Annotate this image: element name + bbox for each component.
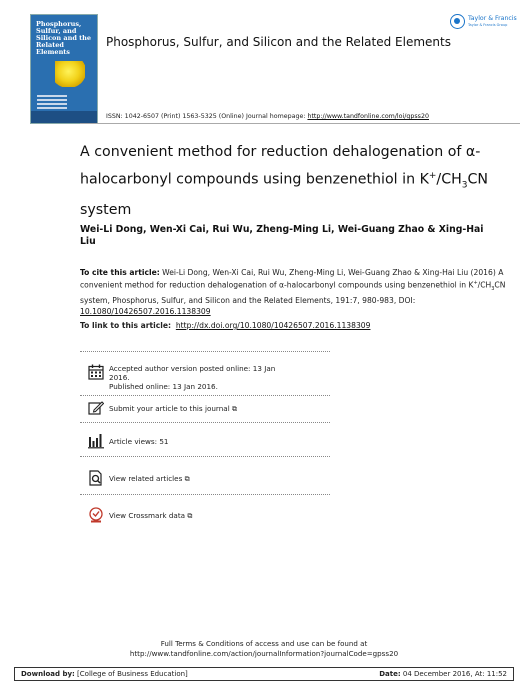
- submit-article-link[interactable]: Submit your article to this journal: [109, 404, 230, 413]
- publisher-name: Taylor & Francis: [468, 15, 517, 22]
- external-link-icon: ⧉: [184, 474, 190, 483]
- divider: [80, 351, 330, 352]
- issn-text: ISSN: 1042-6507 (Print) 1563-5325 (Online) Journal homepage:: [106, 113, 308, 120]
- article-doi-url-link[interactable]: http://dx.doi.org/10.1080/10426507.2016.1138309: [175, 321, 371, 330]
- citation-text: Wei-Li Dong, Wen-Xi Cai, Rui Wu, Zheng-Ming Li, Wei-Guang Zhao & Xing-Hai Liu (2016) A convenient method for reduction dehalogenation of α-halocarbonyl compounds using benzenethiol in K: [80, 268, 504, 290]
- article-views-item: [88, 433, 278, 449]
- article-title-text-3: CN system: [80, 171, 489, 218]
- accepted-date: Accepted author version posted online: 13 Jan 2016.: [109, 364, 276, 382]
- crossmark-item[interactable]: [88, 507, 278, 525]
- edit-icon: [88, 400, 104, 416]
- crossmark-icon: [88, 507, 104, 523]
- article-views-count: Article views: 51: [109, 437, 169, 446]
- article-title-subscript: 3: [461, 180, 468, 191]
- citation-text-2: /CH: [477, 280, 492, 290]
- related-articles-item[interactable]: [88, 470, 278, 486]
- divider: [80, 422, 330, 423]
- published-date: Published online: 13 Jan 2016.: [109, 382, 218, 391]
- publisher-logo: [450, 14, 520, 36]
- cover-title: Phosphorus, Sulfur, and Silicon and the Related Elements: [36, 20, 91, 56]
- publisher-logo-icon: [450, 14, 465, 29]
- terms-line: Full Terms & Conditions of access and use can be found at: [160, 639, 368, 648]
- download-date-label: Date:: [379, 670, 401, 678]
- crossmark-data-link[interactable]: View Crossmark data: [109, 511, 186, 520]
- article-title-text: A convenient method for reduction dehalogenation of α-halocarbonyl compounds using benzenethiol in K: [80, 144, 481, 188]
- external-link-icon: ⧉: [232, 404, 238, 413]
- divider: [80, 395, 330, 396]
- doi-link[interactable]: 10.1080/10426507.2016.1138309: [80, 307, 211, 317]
- terms-footer: [0, 639, 528, 659]
- journal-title: Phosphorus, Sulfur, and Silicon and the Related Elements: [106, 35, 451, 49]
- downloaded-by-value: [College of Business Education]: [74, 670, 188, 678]
- citation-text-3: CN system, Phosphorus, Sulfur, and Silicon and the Related Elements, 191:7, 980-983, DOI:: [80, 280, 506, 306]
- download-info-bar: [14, 667, 514, 681]
- article-title-text-2: /CH: [436, 171, 462, 188]
- download-date: [379, 668, 507, 680]
- article-title: [80, 140, 500, 222]
- article-authors: Wei-Li Dong, Wen-Xi Cai, Rui Wu, Zheng-Ming Li, Wei-Guang Zhao & Xing-Hai Liu: [80, 224, 484, 247]
- link-label: To link to this article:: [80, 321, 172, 330]
- divider: [80, 494, 330, 495]
- journal-homepage-link[interactable]: http://www.tandfonline.com/loi/gpss20: [307, 113, 429, 120]
- header-divider: [80, 123, 520, 124]
- terms-url[interactable]: http://www.tandfonline.com/action/journalInformation?journalCode=gpss20: [129, 649, 399, 658]
- divider: [80, 456, 330, 457]
- related-articles-link[interactable]: View related articles: [109, 474, 183, 483]
- publication-dates: [88, 364, 278, 394]
- submit-article-item[interactable]: [88, 400, 278, 416]
- journal-cover-image: [30, 14, 98, 124]
- citation-superscript: +: [473, 280, 478, 286]
- article-title-superscript: +: [428, 171, 437, 181]
- citation-label: To cite this article:: [80, 268, 160, 277]
- downloaded-by-label: Download by:: [21, 670, 75, 678]
- issn-line: [106, 113, 429, 120]
- external-link-icon: ⧉: [187, 511, 193, 520]
- cover-text-lines: [37, 95, 67, 111]
- cover-footer-band: [31, 111, 97, 123]
- publisher-group: Taylor & Francis Group: [468, 23, 508, 27]
- link-to-article: [80, 321, 370, 330]
- citation-block: [80, 267, 520, 317]
- calendar-icon: [88, 364, 104, 380]
- downloaded-by: [21, 668, 188, 680]
- search-document-icon: [88, 470, 104, 486]
- bar-chart-icon: [88, 433, 104, 449]
- citation-subscript: 3: [491, 286, 495, 293]
- cover-artwork: [55, 61, 85, 87]
- download-date-value: 04 December 2016, At: 11:52: [400, 670, 507, 678]
